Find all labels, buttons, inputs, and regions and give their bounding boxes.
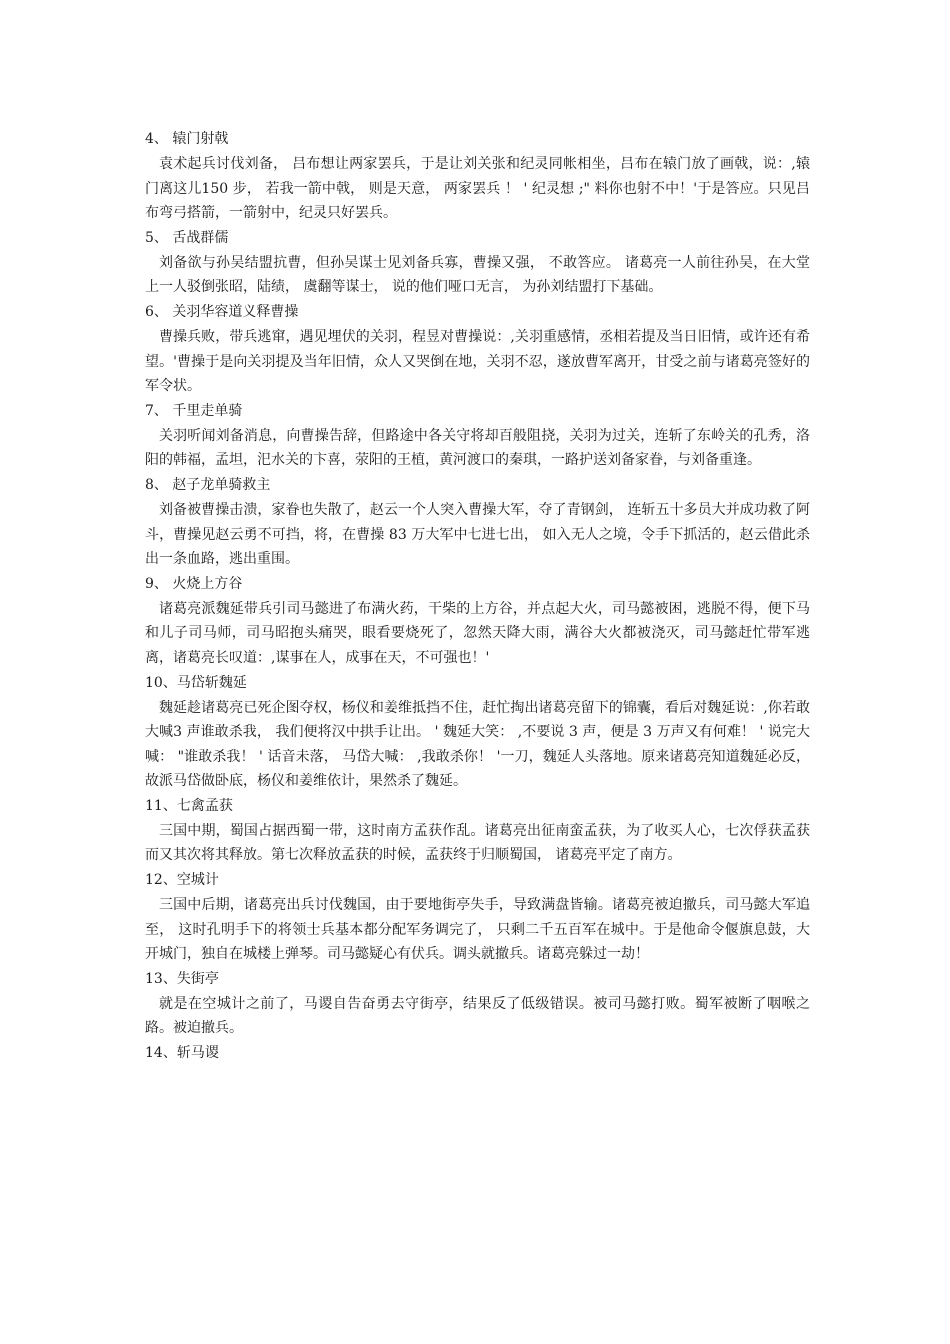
section-heading: 6、 关羽华容道义释曹操: [145, 303, 299, 320]
section-10: [145, 672, 810, 794]
document-page: [145, 128, 810, 1066]
section-heading: 7、 千里走单骑: [145, 402, 243, 419]
section-paragraph: 曹操兵败，带兵逃窜，遇见埋伏的关羽，程昱对曹操说：,关羽重感情，丞相若提及当日旧情，或许还有希望。'曹操于是向关羽提及当年旧情，众人又哭倒在地，关羽不忍，遂放曹军离开，甘受之前与诸葛亮签好的军令状。: [145, 328, 810, 395]
section-heading: 13、失街亭: [145, 970, 219, 987]
section-4: [145, 128, 810, 226]
section-paragraph: 就是在空城计之前了，马谡自告奋勇去守街亭，结果反了低级错误。被司马懿打败。蜀军被断了咽喉之路。被迫撤兵。: [145, 995, 810, 1037]
section-paragraph: 三国中后期，诸葛亮出兵讨伐魏国，由于要地街亭失手，导致满盘皆输。诸葛亮被迫撤兵，司马懿大军追至， 这时孔明手下的将领士兵基本都分配军务调完了， 只剩二千五百军在城中。于是他命令偃旗息鼓，大开城门，独自在城楼上弹琴。司马懿疑心有伏兵。调头就撤兵。诸葛亮躲过一劫！: [145, 897, 810, 963]
section-12: [145, 869, 810, 967]
section-paragraph: 魏延趁诸葛亮已死企图夺权，杨仪和姜维抵挡不住，赶忙掏出诸葛亮留下的锦囊，看后对魏延说：,你若敢大喊3 声谁敢杀我， 我们便将汉中拱手让出。 ' 魏延大笑： ,不要说 3 声，便是 3 万声又有何难！ ' 说完大喊： "谁敢杀我！ ' 话音未落， 马岱大喊： ,我敢杀你！ '一刀，魏延人头落地。原来诸葛亮知道魏延必反，故派马岱做卧底，杨仪和姜维依计，果然杀了魏延。: [145, 699, 810, 790]
section-heading: 10、马岱斩魏延: [145, 674, 247, 691]
section-heading: 5、 舌战群儒: [145, 229, 229, 246]
section-heading: 8、 赵子龙单骑救主: [145, 476, 271, 493]
section-paragraph: 刘备被曹操击溃，家眷也失散了，赵云一个人突入曹操大军，夺了青钢剑， 连斩五十多员大并成功救了阿斗，曹操见赵云勇不可挡，将，在曹操 83 万大军中七进七出， 如入无人之境，令手下抓活的，赵云借此杀出一条血路，逃出重围。: [145, 501, 810, 568]
section-14: [145, 1042, 810, 1065]
section-heading: 4、 辕门射戟: [145, 131, 229, 147]
section-heading: 12、空城计: [145, 872, 219, 889]
section-paragraph: 刘备欲与孙吴结盟抗曹，但孙吴谋士见刘备兵寡，曹操又强， 不敢答应。 诸葛亮一人前往孙吴，在大堂上一人驳倒张昭，陆绩， 虞翻等谋士， 说的他们哑口无言， 为孙刘结盟打下基础。: [145, 254, 810, 296]
section-5: [145, 227, 810, 300]
section-heading: 9、 火烧上方谷: [145, 575, 243, 592]
section-paragraph: 三国中期，蜀国占据西蜀一带，这时南方孟获作乱。诸葛亮出征南蛮孟获，为了收买人心，七次俘获孟获而又其次将其释放。第七次释放孟获的时候，孟获终于归顺蜀国， 诸葛亮平定了南方。: [145, 822, 810, 864]
section-paragraph: 关羽听闻刘备消息，向曹操告辞，但路途中各关守将却百般阻挠，关羽为过关，连斩了东岭关的孔秀，洛阳的韩福，孟坦，汜水关的卞喜，荥阳的王植，黄河渡口的秦琪，一路护送刘备家眷，与刘备重逢。: [145, 427, 810, 469]
section-paragraph: 袁术起兵讨伐刘备， 吕布想让两家罢兵，于是让刘关张和纪灵同帐相坐，吕布在辕门放了画戟，说：,辕门离这儿150 步， 若我一箭中戟， 则是天意， 两家罢兵 ！ ' 纪灵想 ;" 料你也射不中！'于是答应。只见吕布弯弓搭箭，一箭射中，纪灵只好罢兵。: [145, 156, 810, 222]
section-11: [145, 795, 810, 868]
section-paragraph: 诸葛亮派魏延带兵引司马懿进了布满火药，干柴的上方谷，并点起大火，司马懿被困，逃脱不得，便下马和儿子司马师，司马昭抱头痛哭，眼看要烧死了，忽然天降大雨，满谷大火都被浇灭，司马懿赶忙带军逃离，诸葛亮长叹道：,谋事在人，成事在天，不可强也！': [145, 600, 810, 666]
section-6: [145, 301, 810, 399]
section-heading: 11、七禽孟获: [145, 797, 233, 814]
section-9: [145, 573, 810, 671]
section-13: [145, 968, 810, 1041]
section-heading: 14、斩马谡: [145, 1045, 219, 1062]
section-8: [145, 474, 810, 572]
section-7: [145, 400, 810, 473]
